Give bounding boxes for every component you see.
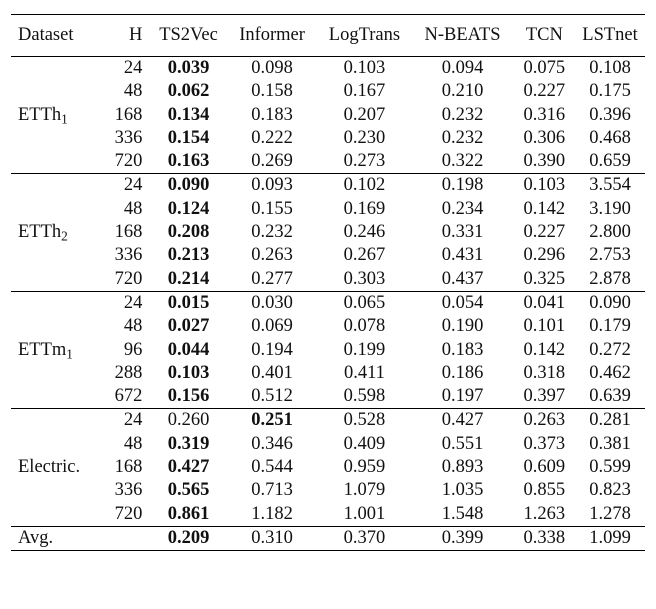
metric-cell: 0.277 [251,268,293,289]
metric-cell: 0.078 [343,316,386,337]
horizon-cell: 24 [123,58,143,78]
metric-cell: 0.232 [441,127,484,148]
metric-cell: 0.346 [251,433,293,454]
metric-cell: 0.318 [523,362,566,383]
dataset-label [11,291,99,408]
metric-cell: 0.959 [343,457,386,478]
table-row [11,339,645,362]
horizon-cell: 168 [114,104,143,125]
table-row [11,174,645,198]
horizon-cell: 336 [114,245,143,266]
metric-cell: 0.156 [167,386,210,407]
table-row [11,150,645,174]
dataset-subscript: 1 [66,345,73,361]
metric-cell: 0.528 [317,409,411,433]
metric-cell: 0.468 [589,127,631,148]
table-header [11,15,645,57]
metric-cell: 0.401 [251,362,293,383]
metric-cell: 0.167 [343,81,386,102]
dataset-label [11,174,99,291]
dataset-label [11,409,99,526]
average-metric-cell: 0.338 [514,526,575,550]
average-metric-cell: 0.399 [411,526,513,550]
header-ts2vec: TS2Vec [150,15,226,57]
horizon-cell: 24 [99,409,151,433]
metric-cell: 0.373 [523,433,566,454]
table-row [11,456,645,479]
metric-cell: 0.103 [343,58,386,78]
metric-cell: 0.210 [441,81,484,102]
metric-cell: 0.227 [523,81,566,102]
metric-cell: 0.273 [343,151,386,172]
dataset-subscript: 1 [61,110,68,126]
table-row [11,433,645,456]
metric-cell: 0.267 [343,245,386,266]
metric-cell: 0.179 [589,316,631,337]
metric-cell: 0.213 [167,245,210,266]
metric-cell: 0.103 [167,362,210,383]
horizon-cell: 720 [114,151,143,172]
metric-cell: 0.462 [589,362,631,383]
metric-cell: 0.214 [167,268,210,289]
metric-cell: 0.609 [523,457,566,478]
metric-cell: 0.427 [167,457,210,478]
horizon-cell: 720 [114,503,143,524]
header-tcn: TCN [514,15,575,57]
metric-cell: 0.190 [441,316,484,337]
metric-cell: 0.331 [441,222,484,243]
average-metric-cell: 0.209 [150,526,226,550]
metric-cell: 0.409 [343,433,386,454]
metric-cell: 0.230 [343,127,386,148]
metric-cell: 2.800 [589,222,631,243]
horizon-cell: 48 [123,316,143,337]
dataset-subscript: 2 [61,228,68,244]
table-row [11,409,645,433]
table-row [11,221,645,244]
metric-cell: 0.015 [150,291,226,315]
metric-cell: 0.039 [167,58,210,78]
metric-cell: 0.075 [523,58,566,78]
metric-cell: 0.251 [227,409,318,433]
metric-cell: 0.544 [251,457,293,478]
metric-cell: 0.222 [251,127,293,148]
metric-cell: 0.855 [523,480,566,501]
average-label: Avg. [11,526,99,550]
metric-cell: 0.186 [441,362,484,383]
metric-cell: 0.163 [167,151,210,172]
horizon-cell: 24 [99,174,151,198]
header-lstnet: LSTnet [575,15,645,57]
metric-cell: 0.232 [441,104,484,125]
table-row [11,104,645,127]
metric-cell: 0.234 [441,198,484,219]
table-body [11,57,645,551]
metric-cell: 3.554 [575,174,645,198]
metric-cell: 0.390 [523,151,566,172]
metric-cell: 2.753 [589,245,631,266]
dataset-name: ETTh [18,104,62,125]
metric-cell: 0.260 [150,409,226,433]
table-row [11,198,645,221]
metric-cell: 0.512 [251,386,293,407]
metric-cell: 1.079 [343,480,386,501]
horizon-cell: 336 [114,480,143,501]
horizon-cell: 96 [123,339,143,360]
metric-cell: 0.027 [167,316,210,337]
metric-cell: 0.281 [575,409,645,433]
metric-cell: 0.659 [589,151,631,172]
horizon-cell: 168 [114,457,143,478]
metric-cell: 0.431 [441,245,484,266]
metric-cell: 0.062 [167,81,210,102]
metric-cell: 0.437 [441,268,484,289]
table-row [11,268,645,292]
table-row [11,244,645,267]
metric-cell: 0.197 [441,386,484,407]
average-row [11,526,645,550]
metric-cell: 0.598 [343,386,386,407]
table-row [11,80,645,103]
metric-cell: 0.823 [589,480,631,501]
header-row [11,15,645,57]
table-row [11,291,645,315]
metric-cell: 0.093 [227,174,318,198]
metric-cell: 0.044 [167,339,210,360]
table-row [11,385,645,409]
metric-cell: 0.094 [441,58,484,78]
header-logtrans: LogTrans [317,15,411,57]
metric-cell: 0.246 [343,222,386,243]
metric-cell: 0.263 [251,245,293,266]
metric-cell: 0.325 [523,268,566,289]
metric-cell: 0.319 [167,433,210,454]
metric-cell: 0.713 [251,480,293,501]
metric-cell: 0.322 [441,151,484,172]
metric-cell: 0.599 [589,457,631,478]
metric-cell: 0.175 [589,81,631,102]
dataset-label [11,57,99,174]
metric-cell: 0.272 [589,339,631,360]
average-metric-cell: 1.099 [575,526,645,550]
metric-cell: 0.861 [167,503,210,524]
metric-cell: 0.263 [514,409,575,433]
header-h: H [99,15,151,57]
metric-cell: 0.427 [411,409,513,433]
metric-cell: 0.158 [251,81,293,102]
metric-cell: 0.090 [150,174,226,198]
metric-cell: 0.069 [251,316,293,337]
metric-cell: 1.182 [251,503,293,524]
metric-cell: 0.183 [251,104,293,125]
metric-cell: 0.142 [523,198,566,219]
metric-cell: 0.207 [343,104,386,125]
metric-cell: 0.134 [167,104,210,125]
metric-cell: 2.878 [589,268,631,289]
table-row [11,479,645,502]
metric-cell: 0.198 [411,174,513,198]
metric-cell: 0.893 [441,457,484,478]
metric-cell: 0.124 [167,198,210,219]
header-dataset: Dataset [11,15,99,57]
average-metric-cell: 0.310 [227,526,318,550]
metric-cell: 0.639 [589,386,631,407]
metric-cell: 0.551 [441,433,484,454]
metric-cell: 0.227 [523,222,566,243]
metric-cell: 0.199 [343,339,386,360]
metric-cell: 0.090 [575,291,645,315]
metric-cell: 0.303 [343,268,386,289]
table-row [11,503,645,527]
metric-cell: 0.054 [411,291,513,315]
horizon-cell: 48 [123,433,143,454]
metric-cell: 1.263 [523,503,566,524]
metric-cell: 0.296 [523,245,566,266]
metric-cell: 0.381 [589,433,631,454]
table-row [11,57,645,81]
horizon-cell: 336 [114,127,143,148]
horizon-cell: 720 [114,268,143,289]
dataset-name: ETTm [18,339,67,360]
average-metric-cell: 0.370 [317,526,411,550]
average-h-cell [99,526,151,550]
header-nbeats: N-BEATS [411,15,513,57]
metric-cell: 1.035 [441,480,484,501]
metric-cell: 0.102 [317,174,411,198]
metric-cell: 0.183 [441,339,484,360]
results-table [11,14,645,551]
metric-cell: 0.030 [227,291,318,315]
table-row [11,315,645,338]
metric-cell: 0.065 [317,291,411,315]
table-row [11,362,645,385]
dataset-name: ETTh [18,222,62,243]
horizon-cell: 48 [123,198,143,219]
metric-cell: 0.565 [167,480,210,501]
header-informer: Informer [227,15,318,57]
metric-cell: 0.397 [523,386,566,407]
metric-cell: 0.101 [523,316,566,337]
metric-cell: 0.103 [514,174,575,198]
horizon-cell: 24 [99,291,151,315]
metric-cell: 0.142 [523,339,566,360]
metric-cell: 0.269 [251,151,293,172]
metric-cell: 0.208 [167,222,210,243]
table-row [11,127,645,150]
metric-cell: 0.411 [343,362,385,383]
horizon-cell: 48 [123,81,143,102]
metric-cell: 3.190 [589,198,631,219]
metric-cell: 1.278 [589,503,631,524]
metric-cell: 0.169 [343,198,386,219]
horizon-cell: 288 [114,362,143,383]
metric-cell: 0.154 [167,127,210,148]
metric-cell: 0.316 [523,104,566,125]
metric-cell: 0.306 [523,127,566,148]
metric-cell: 0.155 [251,198,293,219]
metric-cell: 1.548 [441,503,484,524]
metric-cell: 0.232 [251,222,293,243]
metric-cell: 0.396 [589,104,631,125]
metric-cell: 0.041 [514,291,575,315]
horizon-cell: 168 [114,222,143,243]
dataset-name: Electric. [18,457,81,478]
horizon-cell: 672 [114,386,143,407]
metric-cell: 1.001 [343,503,386,524]
metric-cell: 0.108 [589,58,631,78]
metric-cell: 0.194 [251,339,293,360]
metric-cell: 0.098 [251,58,293,78]
